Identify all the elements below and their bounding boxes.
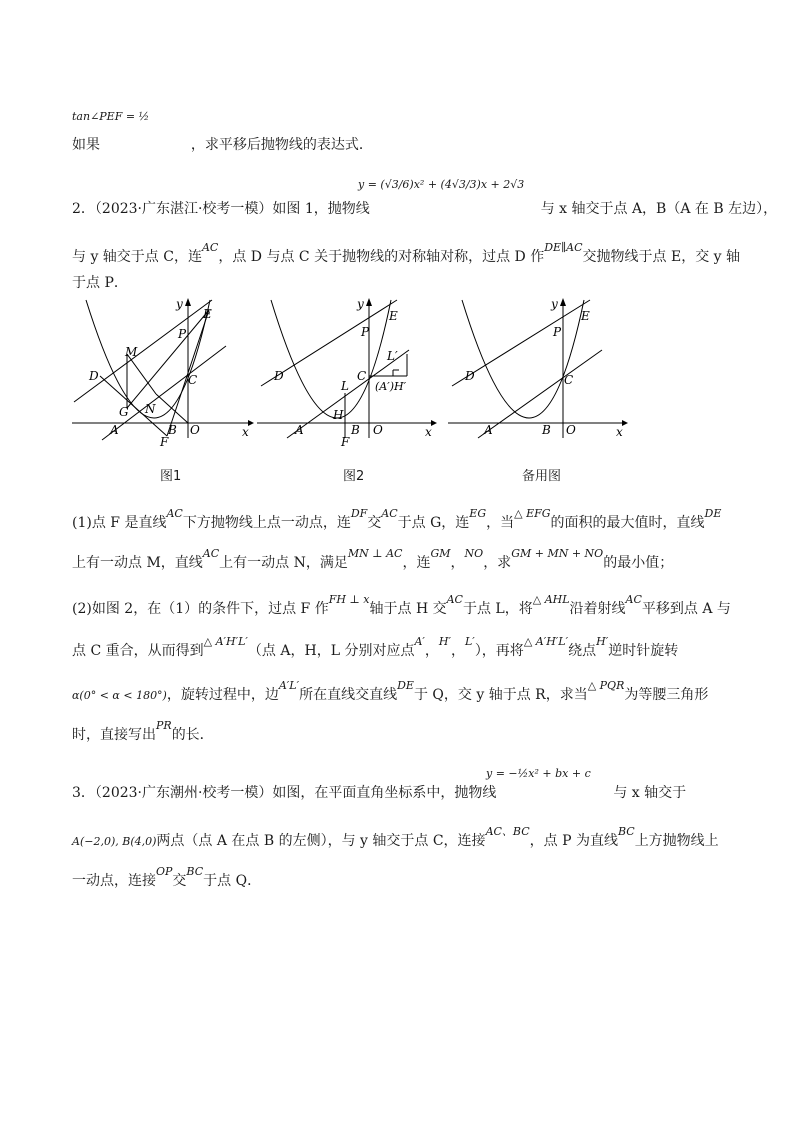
text: 如果 (72, 137, 100, 153)
q3-line3: 一动点，连接$^{OP}$交$^{BC}$于点 Q． (72, 865, 262, 889)
q3-line1: 3．（2023·广东潮州·校考一模）如图，在平面直角坐标系中，抛物线 与 x 轴交于 (72, 785, 687, 801)
label-D: D (274, 369, 284, 383)
q2-equation: y = (√3/6)x² + (4√3/3)x + 2√3 (358, 178, 525, 191)
figure-2-caption: 图2 (343, 469, 365, 484)
label-E: E (389, 309, 398, 323)
label-C: C (188, 373, 198, 387)
label-x: x (425, 425, 432, 439)
q2-line1: 2．（2023·广东湛江·校考一模）如图 1，抛物线 与 x 轴交于点 A，B（A 在 B 左边）， (72, 201, 778, 217)
q2-line2: 与 y 轴交于点 C，连$^{AC}$，点 D 与点 C 关于抛物线的对称轴对称，过点 D 作$^{DE\parallel AC}$交抛物线于点 E，交 y 轴 (72, 241, 741, 265)
label-D: D (465, 369, 475, 383)
text: ，求平移后抛物线的表达式． (190, 137, 373, 153)
label-y: y (357, 297, 364, 311)
figure-backup-caption: 备用图 (522, 469, 562, 484)
q2-part1-line1: (1)点 F 是直线$^{AC}$下方抛物线上点一动点，连$^{DF}$交$^{AC}$于点 G，连$^{EG}$，当$^{\triangle EFG}$的面积的最大值时，直线$^{DE}$ (72, 507, 722, 531)
q2-part1-line2: 上有一动点 M，直线$^{AC}$上有一动点 N，满足$^{MN \perp AC}$，连$^{GM}$，$^{NO}$，求$^{GM + MN + NO}$的最小值； (72, 547, 674, 571)
label-P: P (178, 327, 187, 341)
label-P: P (553, 325, 562, 339)
label-C: C (357, 369, 367, 383)
label-O: O (566, 423, 576, 437)
label-x: x (242, 425, 249, 439)
label-A: A (110, 423, 119, 437)
figure-1 (72, 297, 254, 449)
q3-equation: y = −½x² + bx + c (486, 767, 591, 780)
label-M: M (125, 345, 138, 359)
label-E: E (203, 307, 212, 321)
label-E: E (581, 309, 590, 323)
tan-expression: tan∠PEF = ½ (72, 110, 150, 123)
paragraph-1 (72, 134, 373, 154)
q2-part2-line4: 时，直接写出$^{PR}$的长． (72, 719, 214, 743)
label-N: N (145, 402, 156, 416)
label-O: O (373, 423, 383, 437)
label-A: A (484, 423, 493, 437)
label-O: O (190, 423, 200, 437)
label-x: x (616, 425, 623, 439)
label-y: y (551, 297, 558, 311)
q2-part2-line1: (2)如图 2，在（1）的条件下，过点 F 作$^{FH \perp x}$轴于点 H 交$^{AC}$于点 L，将$^{\triangle AHL}$沿着射线$^{AC}$平移到点 A 与 (72, 593, 731, 617)
figure-1-caption: 图1 (160, 469, 182, 484)
label-F: F (160, 435, 169, 449)
label-L: L (341, 379, 349, 393)
q2-part2-line3: α(0° < α < 180°)，旋转过程中，边$^{A'L'}$所在直线交直线$^{DE}$于 Q，交 y 轴于点 R，求当$^{\triangle PQR}$为等腰三角形 (72, 679, 709, 703)
label-y: y (176, 297, 183, 311)
q2-line3: 于点 P． (72, 275, 128, 291)
label-A: A (295, 423, 304, 437)
label-D: D (89, 369, 99, 383)
q3-line2: A(−2,0), B(4,0)两点（点 A 在点 B 的左侧），与 y 轴交于点 C，连接$^{AC、BC}$，点 P 为直线$^{BC}$上方抛物线上 (72, 825, 719, 849)
label-F: F (341, 435, 350, 449)
label-B: B (351, 423, 360, 437)
label-H: H (333, 408, 344, 422)
label-L-prime: L′ (387, 349, 398, 363)
q2-part2-line2: 点 C 重合，从而得到$^{\triangle A'H'L'}$（点 A，H，L 分别对应点$^{A'}$，$^{H'}$，$^{L'}$），再将$^{\triangle A'H'L'}$绕点$^{H'}$逆时针旋转 (72, 635, 679, 659)
label-A-H-prime: (A′)H′ (375, 380, 407, 393)
label-B: B (542, 423, 551, 437)
figure-backup (448, 298, 628, 440)
label-B: B (168, 423, 177, 437)
label-G: G (119, 405, 129, 419)
label-C: C (564, 373, 574, 387)
label-P: P (361, 325, 370, 339)
figure-2 (257, 297, 437, 449)
tan-condition (72, 110, 150, 134)
